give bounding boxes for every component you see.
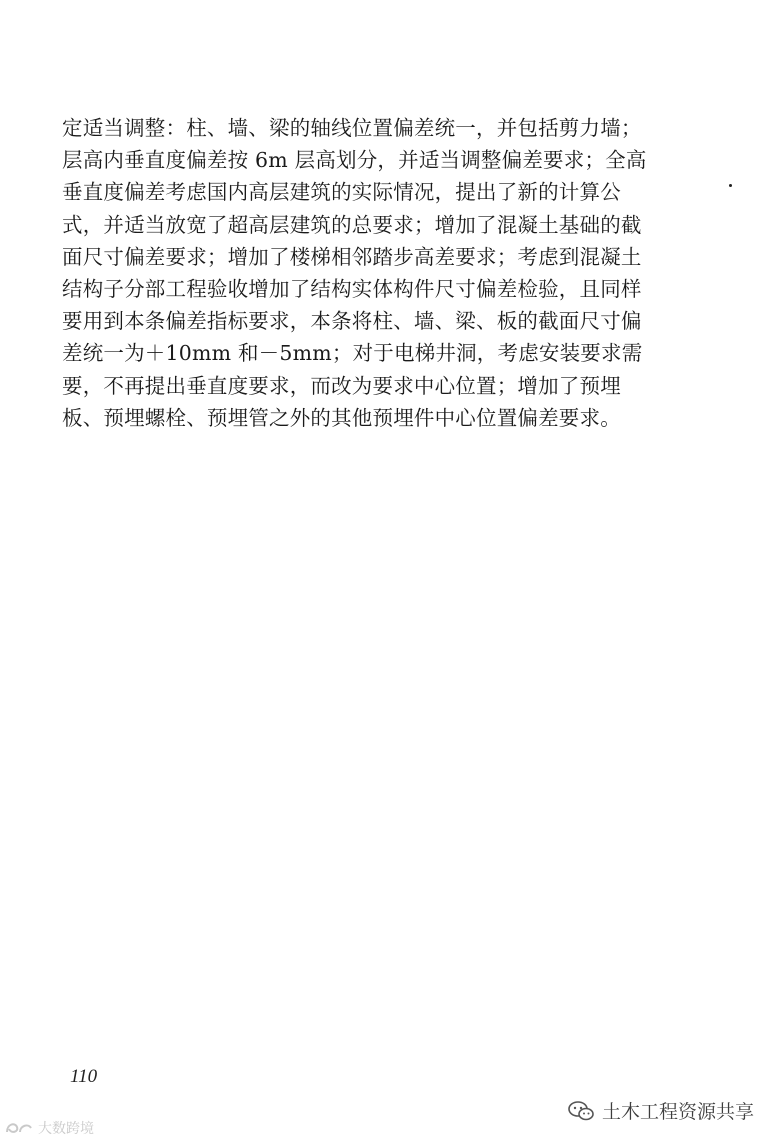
watermark-left [4,1118,94,1138]
text-line-8: 差统一为＋10mm 和－5mm；对于电梯井洞，考虑安装要求需 [62,341,643,366]
text-line-3: 垂直度偏差考虑国内高层建筑的实际情况，提出了新的计算公 [62,180,621,205]
wechat-icon [568,1100,594,1122]
text-line-4: 式，并适当放宽了超高层建筑的总要求；增加了混凝土基础的截 [62,212,642,237]
text-line-9: 要，不再提出垂直度要求，而改为要求中心位置；增加了预埋 [62,373,621,398]
brand-logo-icon [4,1120,34,1136]
scan-speck [729,184,732,187]
page-number: 110 [70,1066,98,1087]
text-line-7: 要用到本条偏差指标要求，本条将柱、墙、梁、板的截面尺寸偏 [62,309,642,334]
text-line-10: 板、预埋螺栓、预埋管之外的其他预埋件中心位置偏差要求。 [62,405,621,430]
watermark-right [568,1097,754,1124]
watermark-right-text: 土木工程资源共享 [602,1101,755,1123]
watermark-left-text: 大数跨境 [38,1121,94,1137]
text-line-1: 定适当调整：柱、墙、梁的轴线位置偏差统一，并包括剪力墙； [62,116,642,140]
body-paragraph [62,112,702,434]
text-line-2: 层高内垂直度偏差按 6m 层高划分，并适当调整偏差要求；全高 [62,148,647,173]
text-line-5: 面尺寸偏差要求；增加了楼梯相邻踏步高差要求；考虑到混凝土 [62,244,642,269]
text-line-6: 结构子分部工程验收增加了结构实体构件尺寸偏差检验，且同样 [62,276,642,301]
